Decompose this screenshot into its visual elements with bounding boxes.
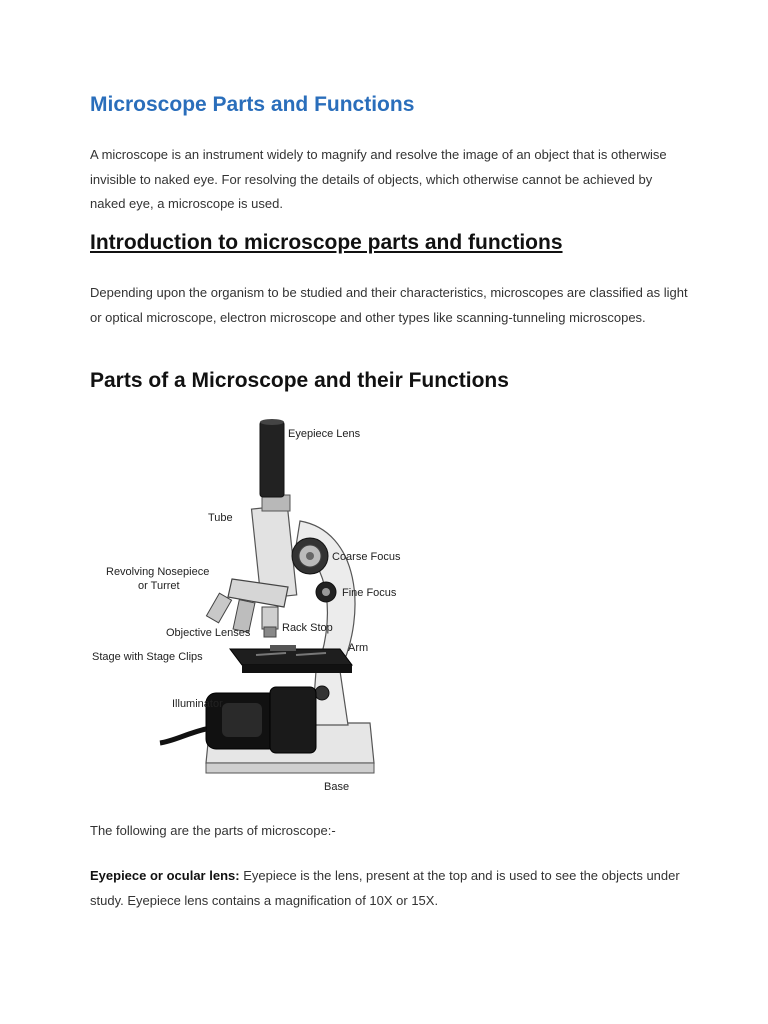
eyepiece-paragraph xyxy=(90,864,690,913)
label-stage-with-clips: Stage with Stage Clips xyxy=(92,651,203,663)
label-arm: Arm xyxy=(348,642,369,654)
classification-paragraph: Depending upon the organism to be studied and their characteristics, microscopes are classified as light or optical microscope, electron microscope and other types like scanning-tunneling microscopes. xyxy=(90,285,688,325)
fine-focus-knob-shape xyxy=(316,582,336,602)
label-eyepiece-lens: Eyepiece Lens xyxy=(288,428,361,440)
label-nosepiece-line2: or Turret xyxy=(138,580,180,592)
label-illuminator: Illuminator xyxy=(172,698,223,710)
parts-list-intro: The following are the parts of microscope:- xyxy=(90,823,336,838)
intro-paragraph: A microscope is an instrument widely to magnify and resolve the image of an object that is otherwise invisible to naked eye. For resolving the details of objects, which otherwise cannot be achieved by naked eye, a microscope is used. xyxy=(90,147,667,211)
stage-knob-shape xyxy=(315,686,329,700)
microscope-eyepiece-shape xyxy=(260,419,284,497)
label-tube: Tube xyxy=(208,512,233,524)
label-nosepiece-line1: Revolving Nosepiece xyxy=(106,566,210,578)
microscope-diagram xyxy=(90,411,413,796)
section-heading-parts: Parts of a Microscope and their Functions xyxy=(90,369,509,392)
stage-shape xyxy=(230,645,352,673)
page-title: Microscope Parts and Functions xyxy=(90,93,415,116)
label-coarse-focus: Coarse Focus xyxy=(332,551,401,563)
label-base: Base xyxy=(324,781,350,793)
illuminator-shape xyxy=(160,687,316,753)
label-rack-stop: Rack Stop xyxy=(282,622,333,634)
section-heading-introduction: Introduction to microscope parts and functions xyxy=(90,231,563,254)
eyepiece-term: Eyepiece or ocular lens: xyxy=(90,868,240,883)
label-fine-focus: Fine Focus xyxy=(342,587,397,599)
coarse-focus-knob-shape xyxy=(292,538,328,574)
eyepiece-description: Eyepiece is the lens, present at the top and is used to see the objects under study. Eyepiece lens contains a magnification of 10X or 15X. xyxy=(90,868,680,908)
label-objective-lenses: Objective Lenses xyxy=(166,627,251,639)
